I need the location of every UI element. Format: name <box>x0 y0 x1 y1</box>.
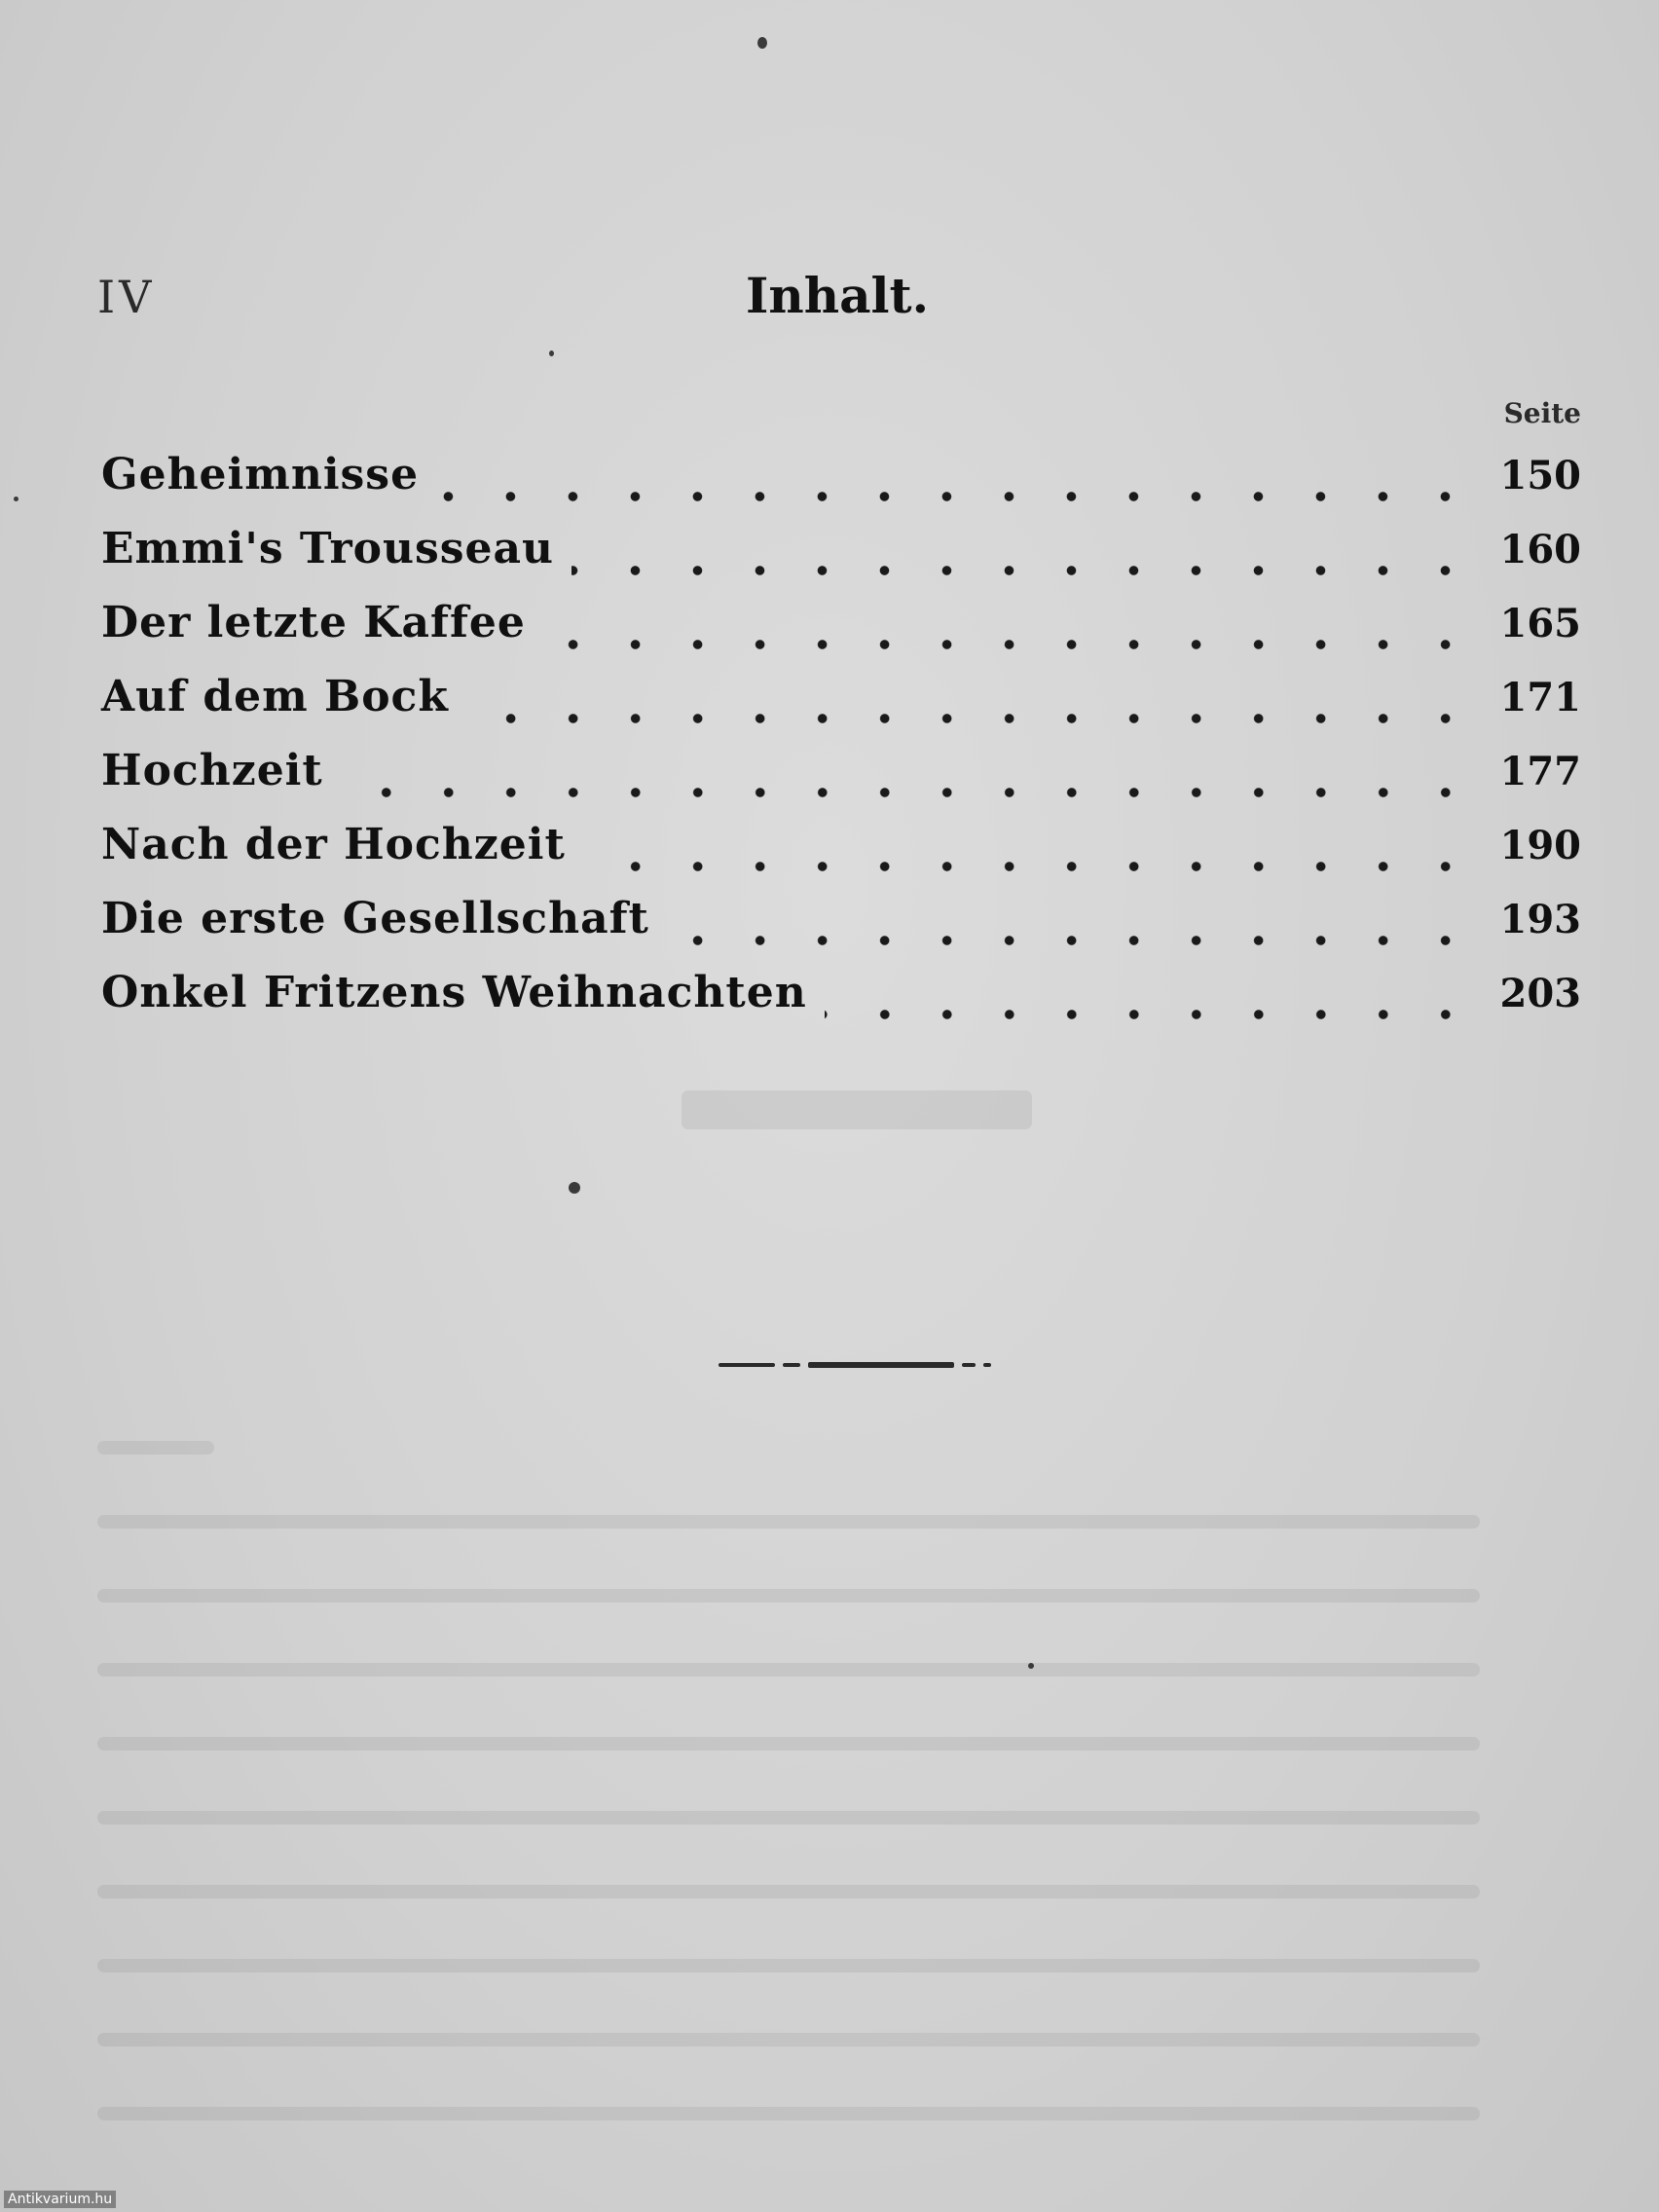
paper-speck <box>569 1182 580 1194</box>
rule-segment <box>719 1363 775 1367</box>
dot-leader <box>341 787 1477 798</box>
toc-entry-title: Hochzeit <box>101 746 323 795</box>
toc-entry-page: 171 <box>1499 675 1581 720</box>
toc-row <box>101 820 1581 894</box>
rule-segment <box>808 1362 954 1368</box>
toc-entry-page: 193 <box>1499 897 1581 942</box>
toc-row <box>101 598 1581 672</box>
page-number: IV <box>97 271 156 323</box>
paper-speck <box>549 350 554 356</box>
ghost-line <box>97 2033 1480 2046</box>
toc-row <box>101 746 1581 820</box>
table-of-contents <box>101 450 1581 1042</box>
toc-entry-title: Der letzte Kaffee <box>101 598 526 647</box>
toc-entry-title: Nach der Hochzeit <box>101 820 566 869</box>
dot-leader <box>436 491 1476 502</box>
toc-entry-page: 165 <box>1499 601 1581 646</box>
ghost-line <box>97 1441 214 1455</box>
ghost-line <box>97 1589 1480 1603</box>
ghost-line <box>97 1737 1480 1751</box>
toc-entry-page: 160 <box>1499 527 1581 572</box>
toc-entry-title: Onkel Fritzens Weihnachten <box>101 968 807 1017</box>
toc-row <box>101 450 1581 524</box>
watermark: Antikvarium.hu <box>4 2191 116 2208</box>
dot-leader <box>543 639 1477 650</box>
ghost-line <box>97 1885 1480 1899</box>
toc-entry-title: Die erste Gesellschaft <box>101 894 649 943</box>
toc-row <box>101 524 1581 598</box>
toc-row <box>101 672 1581 746</box>
dot-leader <box>466 713 1477 724</box>
toc-entry-page: 150 <box>1499 453 1581 498</box>
ghost-line <box>682 1090 1032 1129</box>
toc-entry-page: 203 <box>1499 971 1581 1016</box>
bleed-through-text <box>97 1090 1577 2181</box>
dot-leader <box>825 1009 1477 1020</box>
toc-row <box>101 894 1581 968</box>
paper-speck <box>757 37 767 49</box>
rule-segment <box>783 1363 800 1367</box>
ghost-line <box>97 1811 1480 1825</box>
ghost-line <box>97 2107 1480 2120</box>
toc-row <box>101 968 1581 1042</box>
paper-speck <box>1028 1663 1034 1669</box>
toc-entry-page: 177 <box>1499 749 1581 794</box>
dot-leader <box>571 565 1476 576</box>
dot-leader <box>583 861 1477 872</box>
dot-leader <box>667 935 1477 946</box>
ghost-line <box>97 1959 1480 1972</box>
page-column-label: Seite <box>1503 397 1581 429</box>
ghost-line <box>97 1515 1480 1529</box>
page-header <box>97 261 1577 349</box>
paper-speck <box>14 497 18 501</box>
toc-entry-title: Auf dem Bock <box>101 672 449 721</box>
rule-segment <box>962 1363 976 1367</box>
toc-entry-page: 190 <box>1499 823 1581 868</box>
rule-segment <box>983 1363 991 1367</box>
toc-entry-title: Emmi's Trousseau <box>101 524 555 573</box>
toc-entry-title: Geheimnisse <box>101 450 420 499</box>
ghost-line <box>97 1663 1480 1677</box>
page-title: Inhalt. <box>746 267 929 324</box>
ornament-rule <box>719 1361 995 1369</box>
